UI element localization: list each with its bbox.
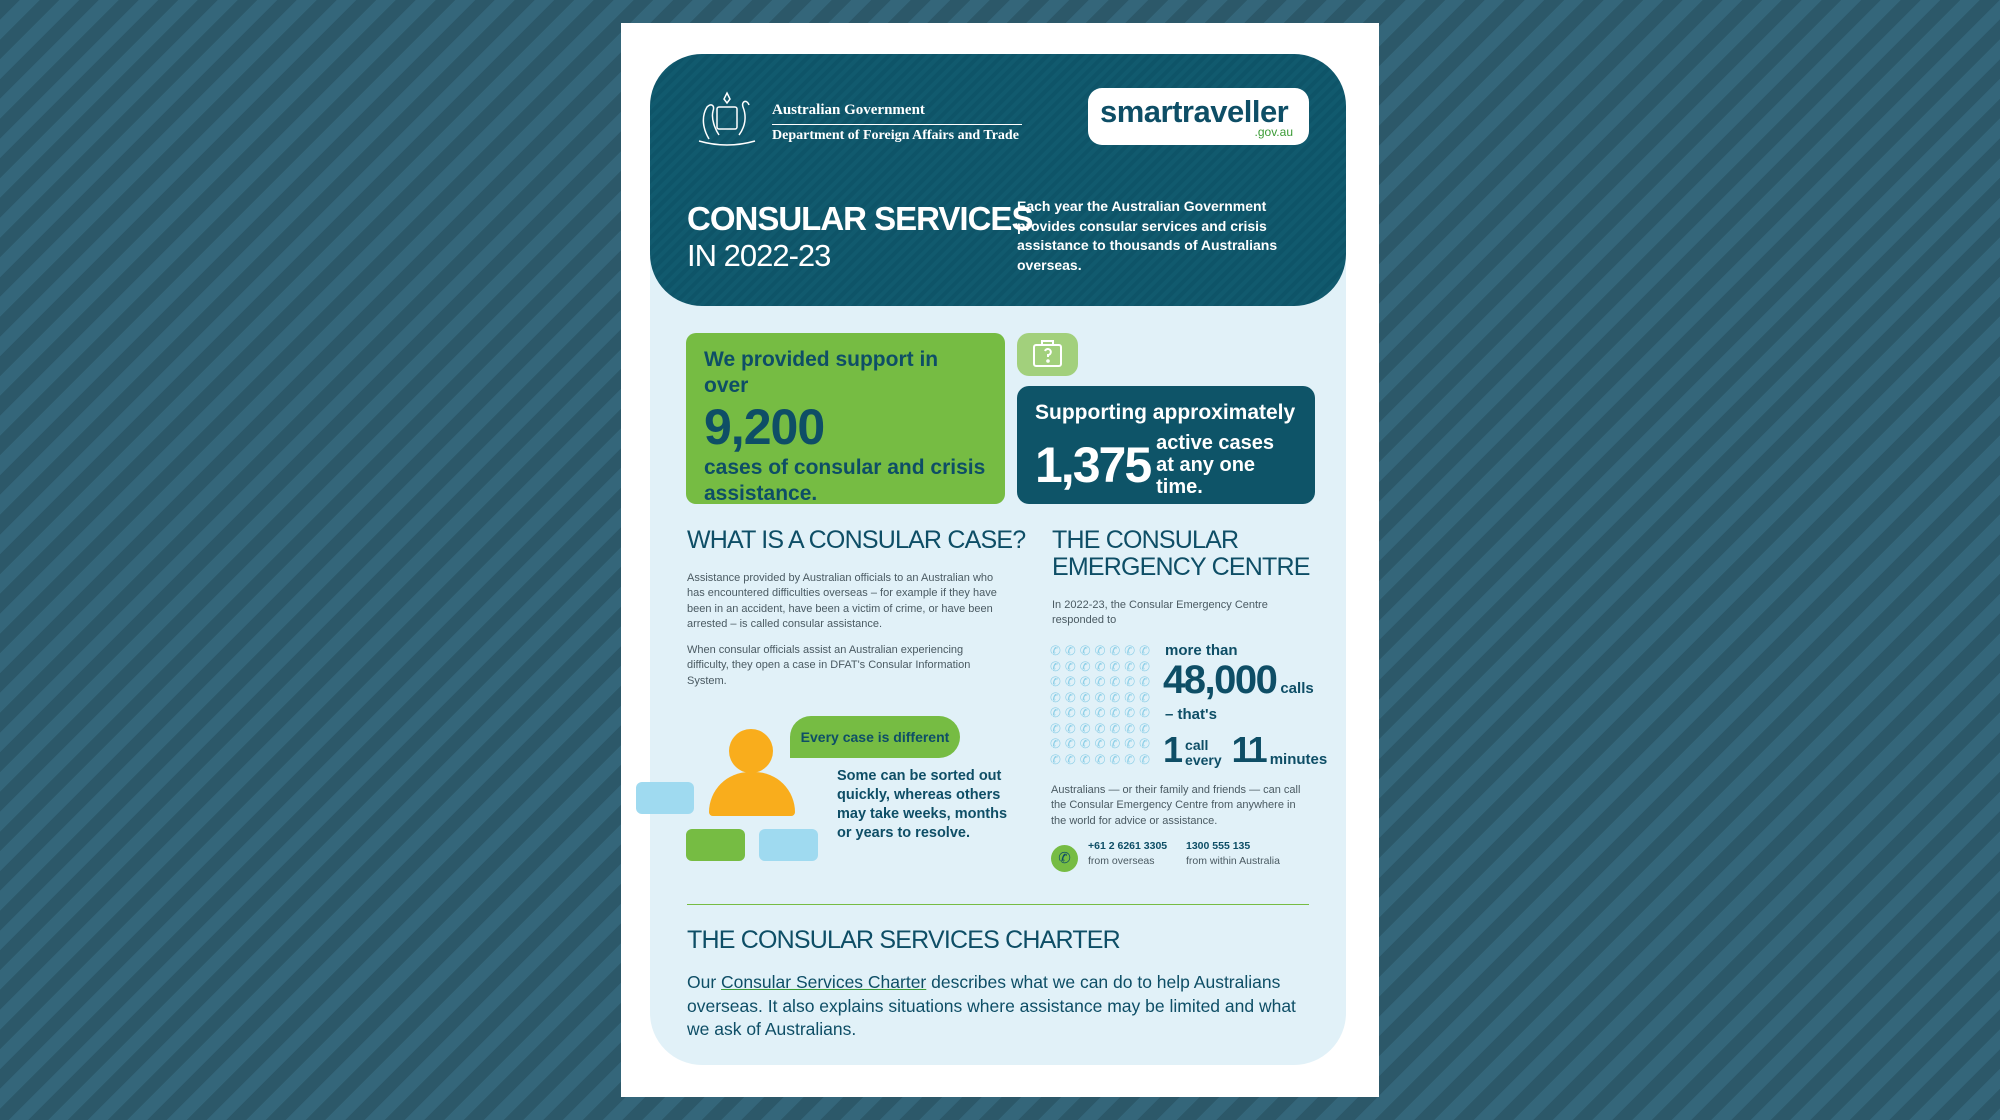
- decorative-block: [636, 782, 694, 814]
- phone-glyph-icon: ✆: [1064, 643, 1076, 658]
- logo-domain-text: .gov.au: [1254, 125, 1293, 139]
- phone-glyph-icon: ✆: [1139, 689, 1151, 705]
- phone-number-domestic[interactable]: 1300 555 135: [1186, 840, 1251, 852]
- phone-glyph-icon: ✆: [1079, 720, 1091, 736]
- phone-glyph-icon: ✆: [1064, 720, 1076, 736]
- more-than-label: more than: [1165, 642, 1238, 659]
- phone-number-overseas[interactable]: +61 2 6261 3305: [1088, 840, 1168, 852]
- phone-glyph-icon: ✆: [1064, 751, 1076, 767]
- phone-glyph-icon: ✆: [1139, 720, 1151, 736]
- phone-glyph-icon: ✆: [1079, 674, 1091, 689]
- what-heading: WHAT IS A CONSULAR CASE?: [687, 526, 1026, 554]
- phone-glyph-icon: ✆: [1050, 643, 1061, 658]
- phone-glyph-icon: ✆: [1064, 689, 1076, 705]
- phone-glyph-icon: ✆: [1139, 736, 1151, 751]
- calls-label: calls: [1280, 680, 1314, 697]
- phone-glyph-icon: ✆: [1124, 705, 1136, 720]
- phone-glyph-icon: ✆: [1109, 689, 1121, 705]
- rate-call: call: [1185, 737, 1209, 753]
- phone-glyph-icon: ✆: [1064, 674, 1076, 689]
- support-post-text: cases of consular and crisis assistance.: [704, 456, 986, 505]
- phone-glyph-icon: ✆: [1050, 751, 1061, 767]
- phone-glyph-icon: ✆: [1050, 736, 1061, 751]
- call-rate: [1163, 729, 1328, 770]
- phone-glyph-icon: ✆: [1064, 658, 1076, 674]
- phone-glyph-icon: ✆: [1094, 674, 1106, 689]
- active-number: 1,375: [1035, 437, 1151, 493]
- active-label-2: at any one time.: [1156, 454, 1256, 498]
- intro-text: Each year the Australian Government provides consular services and crisis assistance to thousands of Australians overseas.: [1017, 198, 1278, 273]
- phone-glyph-icon: ✆: [1109, 720, 1121, 736]
- phone-glyph-icon: ✆: [1050, 658, 1061, 674]
- active-cases-card: [1017, 386, 1315, 504]
- government-name: Australian Government: [772, 102, 925, 118]
- phone-glyph-icon: ✆: [1139, 751, 1151, 767]
- phone-glyph-icon: ✆: [1109, 736, 1121, 751]
- smartraveller-logo[interactable]: [1088, 88, 1309, 145]
- decorative-block: [759, 829, 818, 861]
- phone-glyph-icon: ✆: [1050, 705, 1061, 720]
- phone-glyph-icon: ✆: [1124, 658, 1136, 674]
- phone-glyph-icon: ✆: [1079, 736, 1091, 751]
- phone-glyph-icon: ✆: [1050, 674, 1061, 689]
- phone-glyph-icon: ✆: [1064, 705, 1076, 720]
- support-stat-card: [686, 333, 1005, 504]
- phone-glyph-icon: ✆: [1109, 751, 1121, 767]
- phone-glyph-icon: ✆: [1109, 643, 1121, 658]
- cec-heading-line-2: EMERGENCY CENTRE: [1052, 553, 1310, 581]
- phone-overseas: [1088, 839, 1167, 869]
- phone-glyph-icon: ✆: [1094, 705, 1106, 720]
- active-pre-text: Supporting approximately: [1035, 401, 1296, 424]
- phone-glyph-icon: ✆: [1109, 705, 1121, 720]
- charter-paragraph: [687, 971, 1317, 1042]
- logo-main-text: smartraveller: [1100, 94, 1289, 129]
- phone-glyph-icon: ✆: [1079, 751, 1091, 767]
- phone-glyph-icon: ✆: [1094, 736, 1106, 751]
- calls-number: 48,000: [1163, 658, 1277, 702]
- phone-glyph-icon: ✆: [1050, 689, 1061, 705]
- phone-domestic: [1186, 839, 1280, 869]
- phone-glyph-icon: ✆: [1050, 720, 1061, 736]
- rate-every: every: [1185, 752, 1222, 768]
- phone-glyph-icon: ✆: [1079, 705, 1091, 720]
- section-divider: [687, 904, 1309, 905]
- phone-glyph-icon: ✆: [1079, 658, 1091, 674]
- cec-heading-line-1: THE CONSULAR: [1052, 526, 1239, 554]
- briefcase-icon: [1017, 333, 1078, 376]
- phone-glyph-icon: ✆: [1139, 658, 1151, 674]
- phone-glyph-icon: ✆: [1124, 736, 1136, 751]
- support-pre-text: We provided support in over: [704, 348, 939, 397]
- calls-stat: [1163, 658, 1314, 703]
- charter-link[interactable]: Consular Services Charter: [721, 972, 927, 992]
- phone-label-domestic: from within Australia: [1186, 855, 1280, 867]
- decorative-block: [686, 829, 745, 861]
- phone-glyph-icon: ✆: [1139, 643, 1151, 658]
- phone-glyph-icon: ✆: [1094, 643, 1106, 658]
- what-paragraph-2: When consular officials assist an Australian experiencing difficulty, they open a case in DFAT's Consular Information System.: [687, 644, 971, 687]
- cec-heading: [1052, 527, 1310, 581]
- phone-glyph-icon: ✆: [1064, 736, 1076, 751]
- page-subtitle: IN 2022-23: [687, 238, 831, 273]
- active-label-1: active cases: [1156, 432, 1275, 454]
- phone-glyph-icon: ✆: [1094, 720, 1106, 736]
- page-title: CONSULAR SERVICES: [687, 200, 1033, 237]
- what-paragraph-1: Assistance provided by Australian officials to an Australian who has encountered difficulties overseas – for example if they have been in an accident, have been a victim of crime, or have been arrested – is called consular assistance.: [687, 572, 997, 630]
- phone-glyph-icon: ✆: [1139, 674, 1151, 689]
- department-name: Department of Foreign Affairs and Trade: [772, 128, 1019, 143]
- phone-glyph-icon: ✆: [1124, 720, 1136, 736]
- phone-glyph-icon: ✆: [1109, 658, 1121, 674]
- rate-minutes-number: 11: [1231, 729, 1266, 770]
- charter-heading: THE CONSULAR SERVICES CHARTER: [687, 926, 1120, 954]
- phone-icon: ✆: [1051, 845, 1078, 872]
- coat-of-arms-icon: [689, 89, 765, 147]
- phone-glyph-icon: ✆: [1094, 658, 1106, 674]
- person-head-icon: [729, 729, 773, 773]
- phone-glyph-icon: ✆: [1094, 751, 1106, 767]
- phone-glyph-icon: ✆: [1079, 643, 1091, 658]
- support-number: 9,200: [704, 399, 825, 455]
- phone-label-overseas: from overseas: [1088, 855, 1155, 867]
- phone-icon-grid: [1050, 644, 1154, 767]
- case-duration-text: Some can be sorted out quickly, whereas others may take weeks, months or years to resolve.: [837, 768, 1008, 841]
- charter-post: describes what we can do to help Australians overseas. It also explains situations where assistance may be limited and what we ask of Australians.: [687, 972, 1296, 1039]
- phone-glyph-icon: ✆: [1124, 751, 1136, 767]
- cec-intro: In 2022-23, the Consular Emergency Centre responded to: [1052, 599, 1268, 627]
- phone-glyph-icon: ✆: [1094, 689, 1106, 705]
- speech-bubble: Every case is different: [790, 716, 960, 758]
- rate-number: 1: [1163, 729, 1182, 770]
- logo-divider: [772, 124, 1022, 125]
- phone-glyph-icon: ✆: [1124, 643, 1136, 658]
- cec-paragraph: Australians — or their family and friends — can call the Consular Emergency Centre from anywhere in the world for advice or assistance.: [1051, 784, 1301, 827]
- phone-glyph-icon: ✆: [1124, 689, 1136, 705]
- phone-glyph-icon: ✆: [1079, 689, 1091, 705]
- charter-pre: Our: [687, 972, 722, 992]
- thats-label: – that's: [1165, 706, 1217, 723]
- phone-glyph-icon: ✆: [1124, 674, 1136, 689]
- rate-minutes-label: minutes: [1269, 751, 1328, 768]
- phone-glyph-icon: ✆: [1109, 674, 1121, 689]
- phone-glyph-icon: ✆: [1139, 705, 1151, 720]
